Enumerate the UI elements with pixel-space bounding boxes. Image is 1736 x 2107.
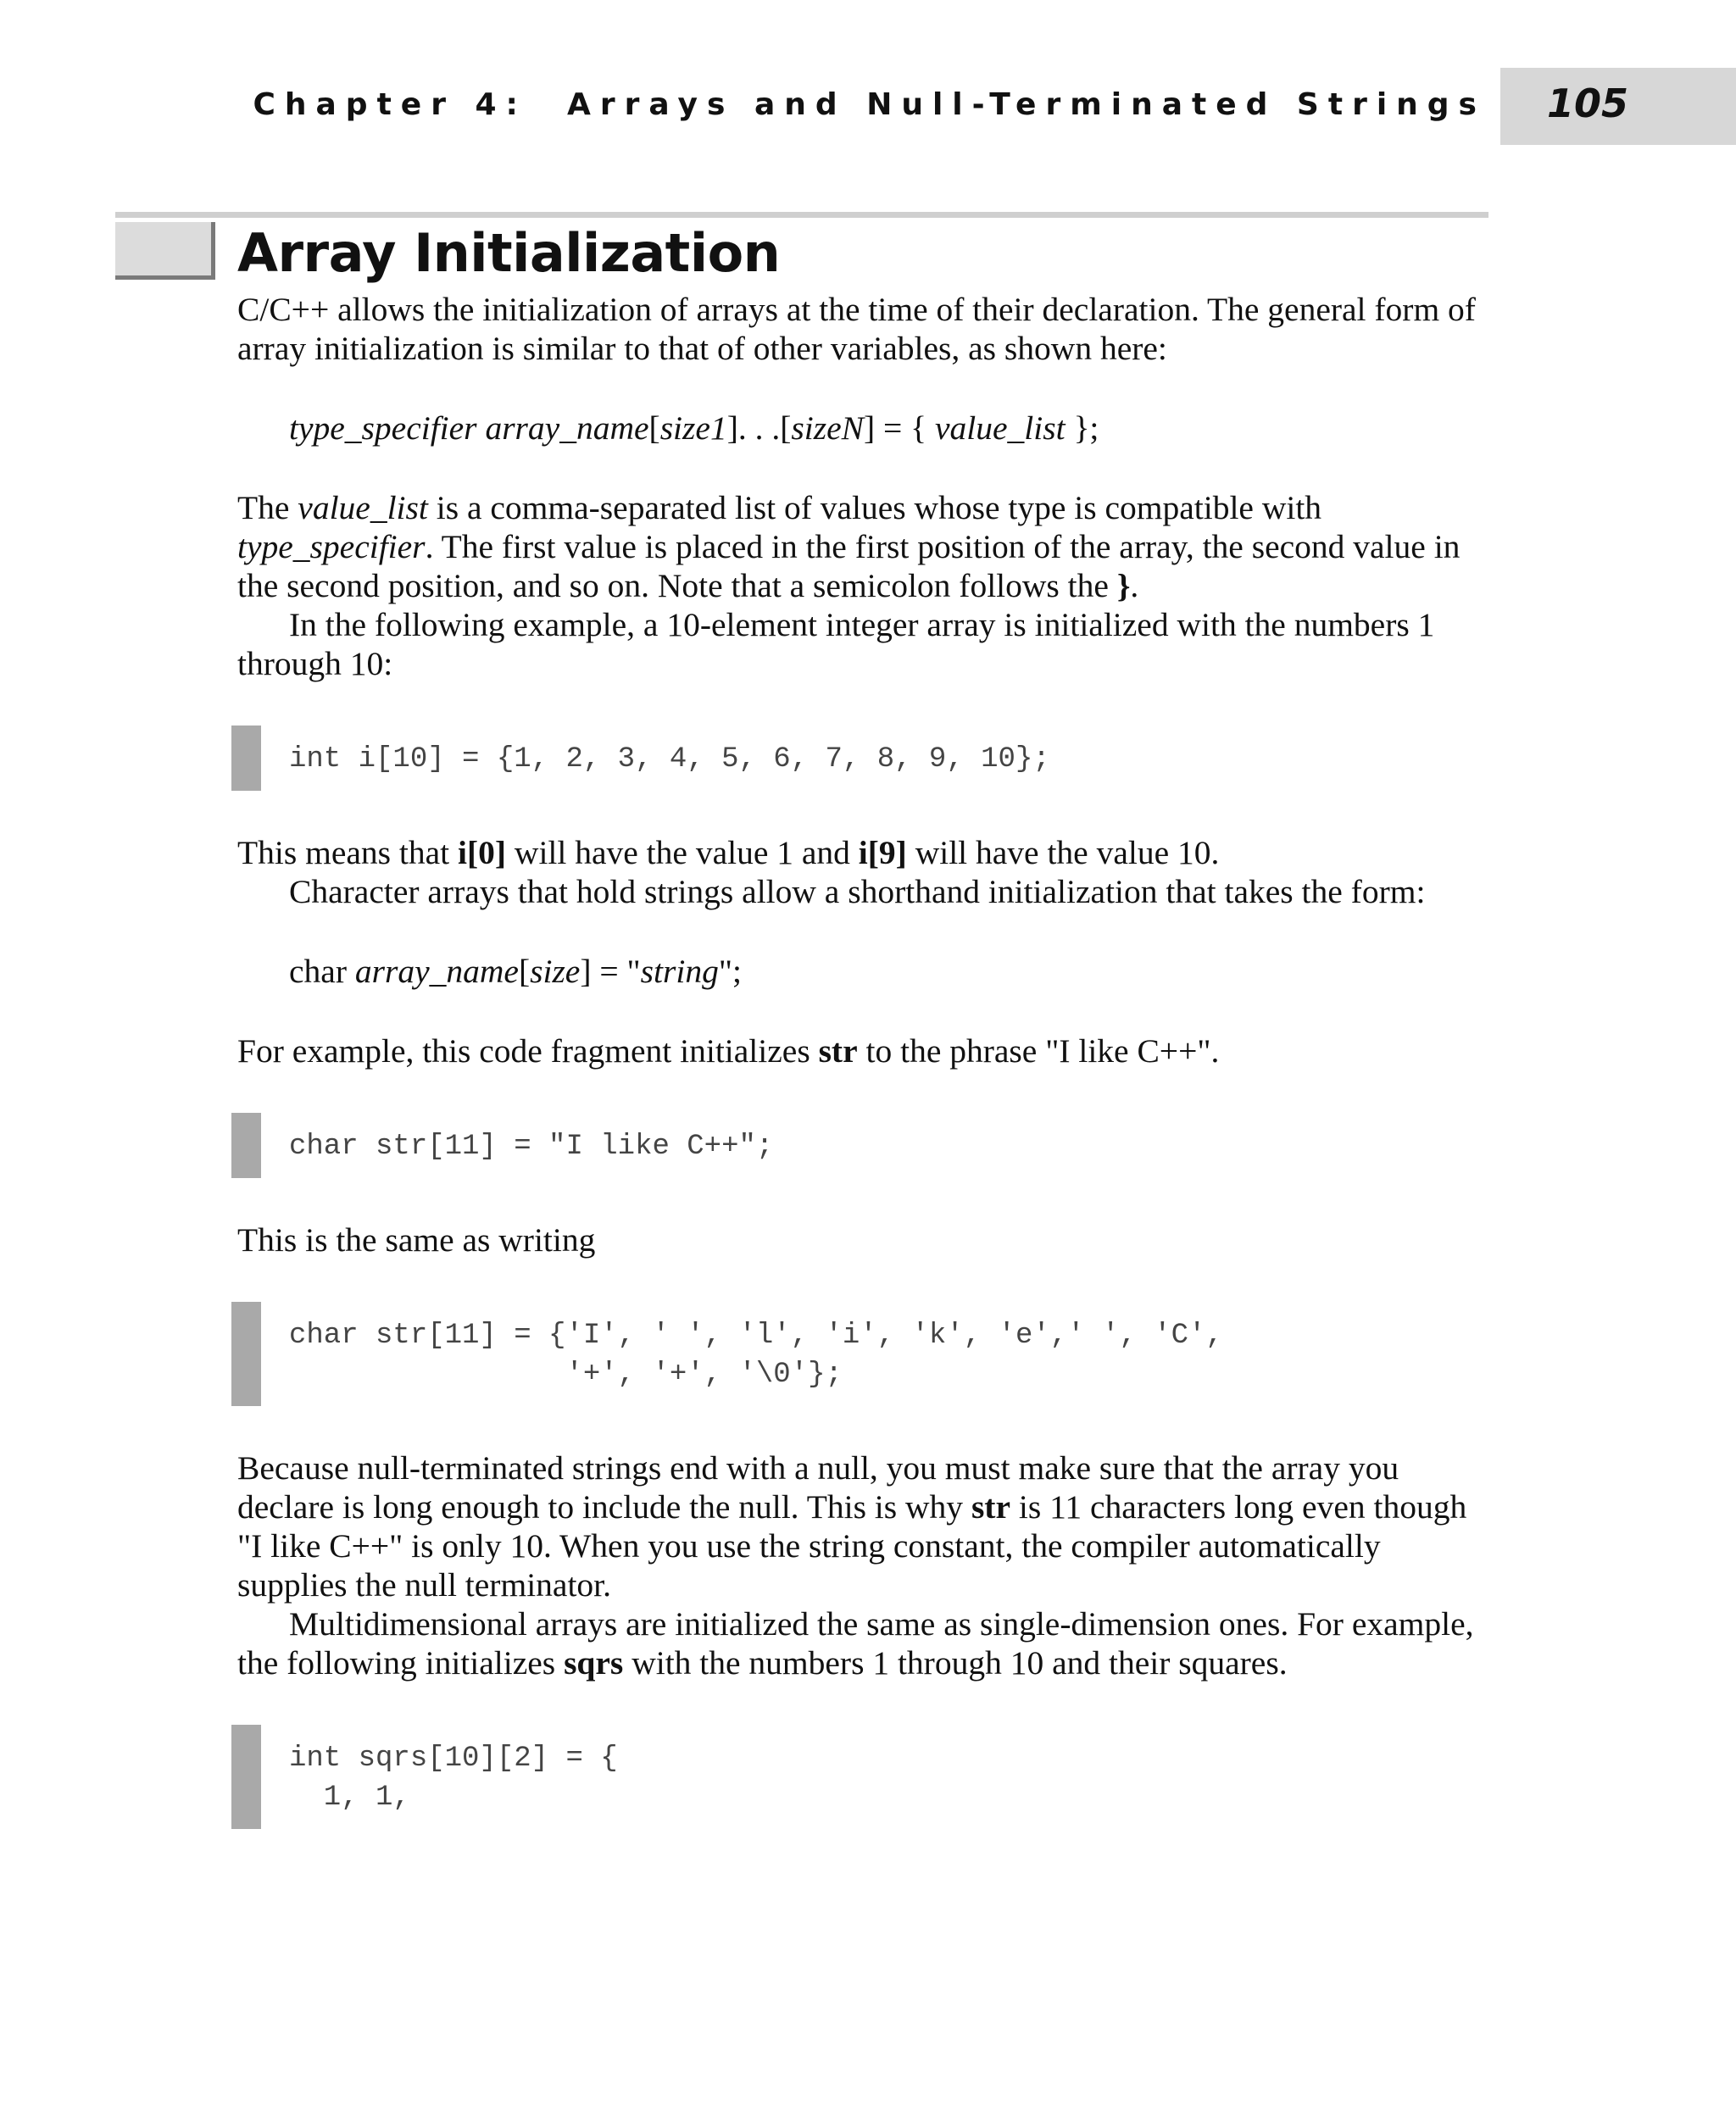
section-title: Array Initialization xyxy=(237,222,781,284)
term-str: str xyxy=(971,1488,1010,1526)
text-run: with the numbers 1 through 10 and their squares. xyxy=(623,1644,1288,1682)
code-bar xyxy=(231,1725,261,1829)
formula-eq: ] = " xyxy=(580,953,641,990)
code-listing: char str[11] = "I like C++"; xyxy=(289,1131,774,1163)
text-run: will have the value 10. xyxy=(906,834,1220,871)
formula-sizeN: sizeN xyxy=(791,409,864,447)
text-run: is a comma-separated list of values whose type is compatible with xyxy=(427,489,1322,526)
formula-string: string xyxy=(640,953,719,990)
formula-array-name: array_name xyxy=(485,409,649,447)
text-run: The xyxy=(237,489,298,526)
text-run: Multidimensional arrays are initialized the same as single-dimension ones. For example, the following initializes xyxy=(237,1605,1474,1682)
paragraph: C/C++ allows the initialization of arrays at the time of their declaration. The general form of array initialization is similar to that of other variables, as shown here: xyxy=(237,291,1476,367)
text-run: This means that xyxy=(237,834,458,871)
paragraph xyxy=(237,1031,1492,1070)
code-block xyxy=(231,1113,1492,1178)
code-listing: char str[11] = {'I', ' ', 'l', 'i', 'k', 'e',' ', 'C', '+', '+', '\0'}; xyxy=(289,1320,1223,1391)
formula-close: }; xyxy=(1073,409,1099,447)
paragraph xyxy=(237,833,1492,872)
page-body xyxy=(237,290,1492,1829)
paragraph xyxy=(237,1448,1492,1604)
formula-dots: . . . xyxy=(737,409,781,447)
text-run: . The first value is placed in the first position of the array, the second value in the second position, and so on. Note that a semicolon follows the xyxy=(237,528,1461,604)
paragraph xyxy=(237,1604,1492,1682)
term-i0: i[0] xyxy=(458,834,507,871)
term-i9: i[9] xyxy=(858,834,907,871)
code-listing: int i[10] = {1, 2, 3, 4, 5, 6, 7, 8, 9, 10}; xyxy=(289,743,1050,776)
code-block xyxy=(231,1725,1492,1829)
string-form-formula: char array_name[size] = "string"; xyxy=(289,953,742,990)
formula-value-list: value_list xyxy=(935,409,1066,447)
formula-end: "; xyxy=(718,953,742,990)
page-header xyxy=(0,0,1736,153)
code-block xyxy=(231,1302,1492,1406)
code-listing: int sqrs[10][2] = { 1, 1, xyxy=(289,1743,618,1814)
text-run: is 11 characters long even though "I like C++" is only 10. When you use the string constant, the compiler automatically supplies the null terminator. xyxy=(237,1488,1467,1604)
paragraph xyxy=(237,488,1492,605)
paragraph: In the following example, a 10-element integer array is initialized with the numbers 1 through 10: xyxy=(237,606,1435,682)
page-number: 105 xyxy=(1547,81,1629,126)
formula-type-specifier: type_specifier xyxy=(289,409,477,447)
paragraph: Character arrays that hold strings allow a shorthand initialization that takes the form: xyxy=(289,873,1426,910)
general-form-formula: type_specifier array_name[size1]. . .[sizeN] = { value_list }; xyxy=(289,409,1099,447)
text-run: For example, this code fragment initializes xyxy=(237,1032,819,1070)
term-sqrs: sqrs xyxy=(564,1644,624,1682)
term-type-specifier: type_specifier xyxy=(237,528,426,565)
text-run: will have the value 1 and xyxy=(506,834,859,871)
term-str: str xyxy=(818,1032,858,1070)
code-bar xyxy=(231,1302,261,1406)
code-block xyxy=(231,725,1492,791)
formula-size: size xyxy=(530,953,581,990)
code-bar xyxy=(231,1113,261,1178)
text-run: to the phrase "I like C++". xyxy=(857,1032,1220,1070)
section-marker xyxy=(115,222,215,280)
formula-char: char xyxy=(289,953,355,990)
text-run: Because null-terminated strings end with a null, you must make sure that the array you declare is long enough to include the null. This is why xyxy=(237,1449,1399,1526)
term-brace: } xyxy=(1116,567,1131,604)
code-bar xyxy=(231,725,261,791)
formula-size1: size1 xyxy=(659,409,727,447)
paragraph: This is the same as writing xyxy=(237,1221,596,1259)
running-head: Chapter 4: Arrays and Null-Terminated Strings xyxy=(253,87,1486,122)
text-run: . xyxy=(1130,567,1139,604)
formula-array-name: array_name xyxy=(354,953,519,990)
term-value-list: value_list xyxy=(298,489,428,526)
